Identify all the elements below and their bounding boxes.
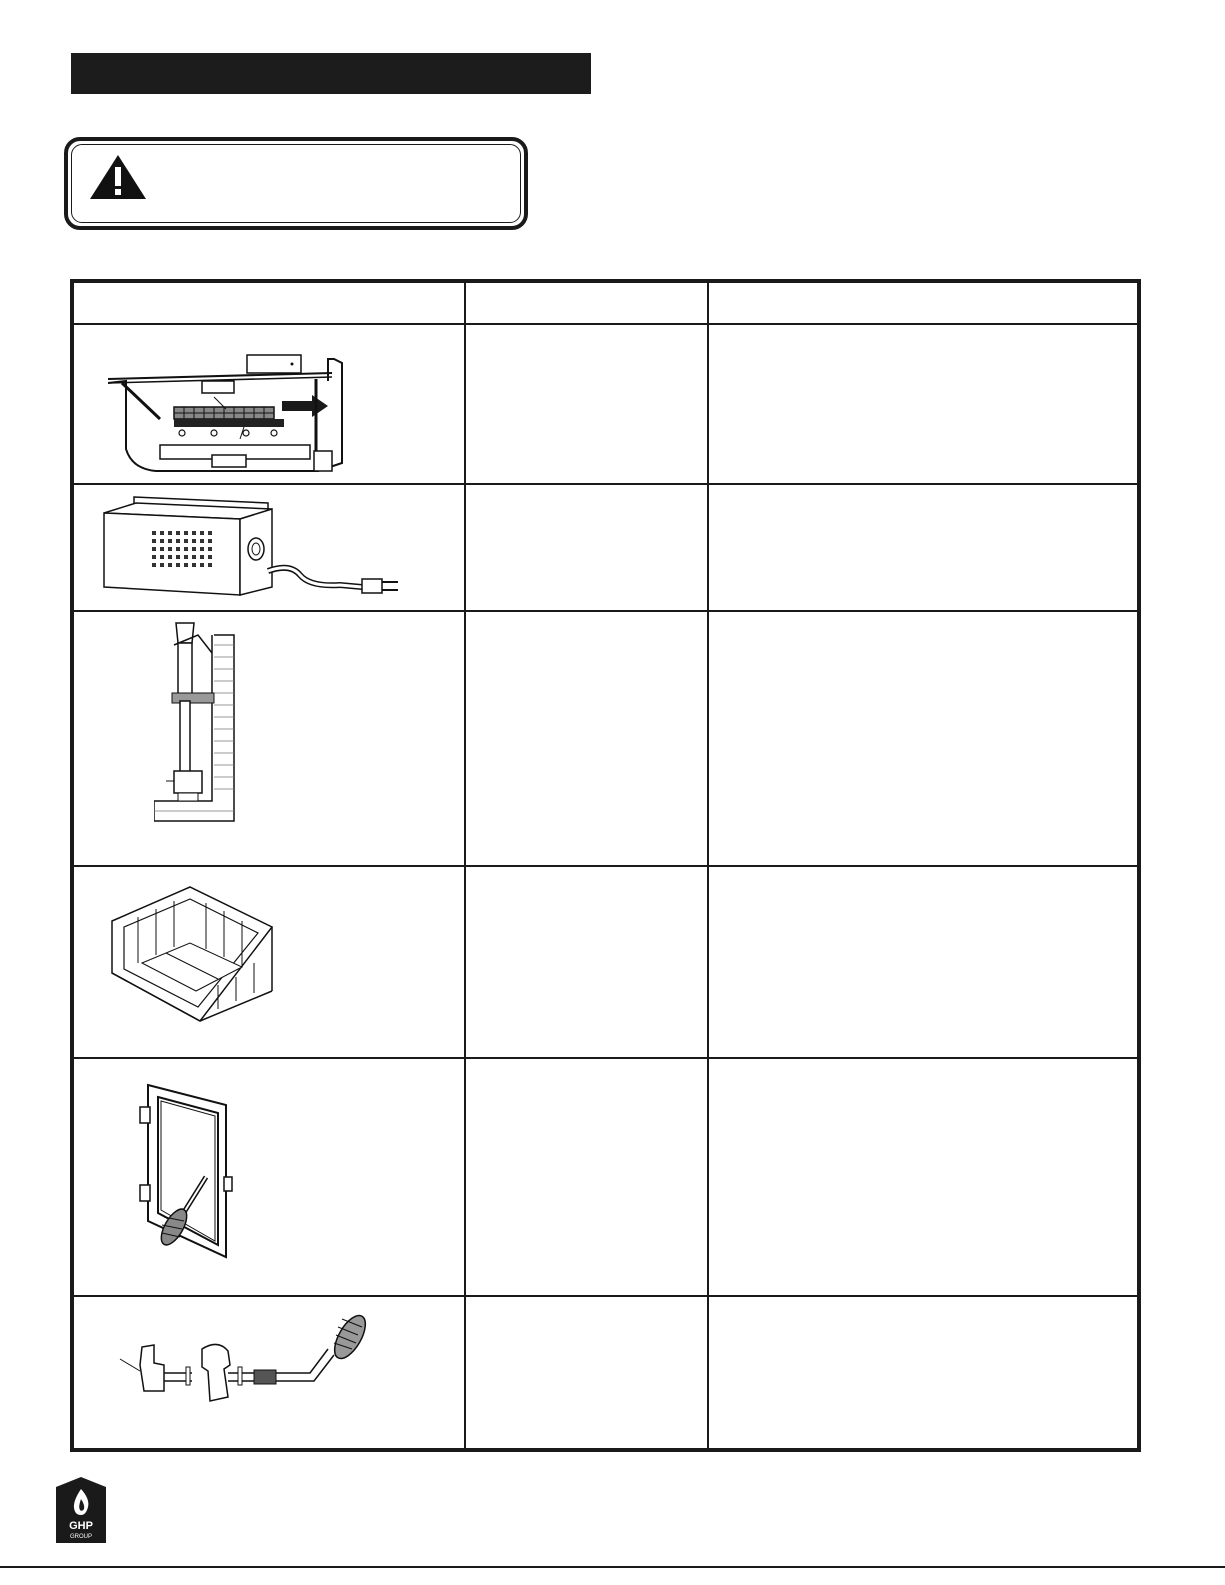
blower-kit-illustration (100, 491, 420, 606)
chimney-liner-illustration (154, 621, 254, 833)
firebrick-liner-illustration (108, 881, 278, 1031)
table-row-divider (74, 610, 1137, 612)
table-row-divider (74, 323, 1137, 325)
table-row-divider (74, 483, 1137, 485)
table-header-part (466, 283, 707, 323)
table-header-description (709, 283, 1141, 323)
table-header-illustration (74, 283, 464, 323)
table-row-divider (74, 1295, 1137, 1297)
glass-door-illustration (134, 1081, 244, 1261)
warning-triangle-icon (88, 153, 148, 201)
table-row-divider (74, 1057, 1137, 1059)
ghp-group-logo (52, 1475, 110, 1545)
parts-table (70, 279, 1141, 1452)
section-title-bar (71, 53, 591, 94)
table-row-divider (74, 865, 1137, 867)
svg-text:GROUP: GROUP (69, 1534, 93, 1540)
footer-rule (0, 1566, 1225, 1568)
door-handle-parts-illustration (114, 1309, 394, 1429)
burner-assembly-illustration (102, 351, 352, 476)
warning-box (64, 137, 528, 230)
svg-text:GHP: GHP (69, 1520, 93, 1532)
